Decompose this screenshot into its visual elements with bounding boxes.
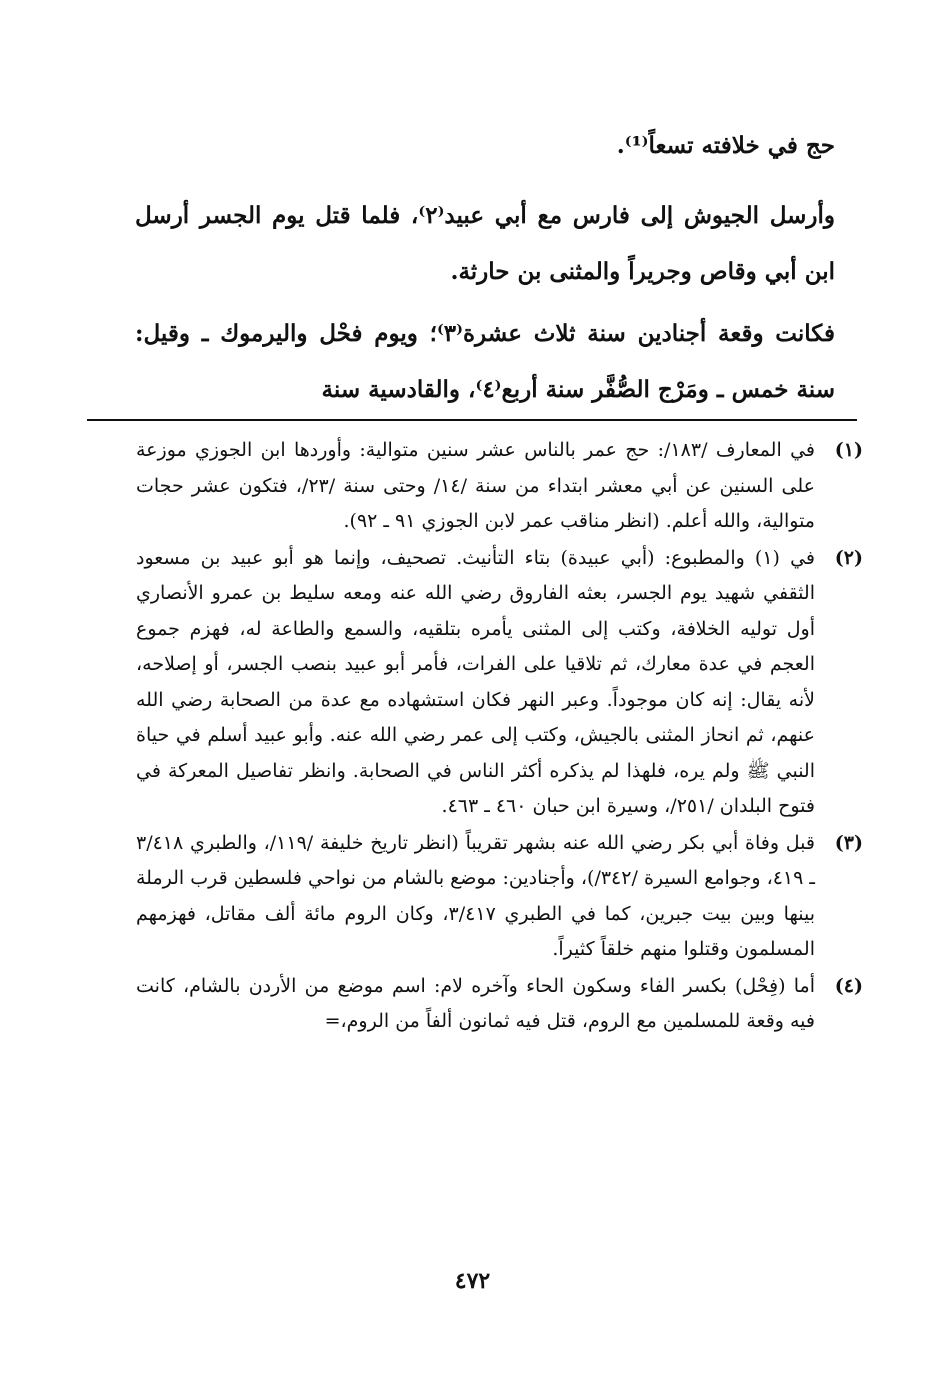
footnote (136, 433, 863, 540)
footnote-number: (١) (834, 439, 863, 461)
footnote-text: قبل وفاة أبي بكر رضي الله عنه بشهر تقريباً (انظر تاريخ خليفة /١١٩/، والطبري ٣/٤١٨ ـ ٤١٩، وجوامع السيرة /٣٤٢/)، وأجنادين: موضع بالشام من نواحي فلسطين قرب الرملة بينها وبين بيت جبرين، كما في الطبري ٣/٤١٧، وكان الروم مائة ألف مقاتل، فهزمهم المسلمون وقتلوا منهم خلقاً كثيراً. (136, 831, 815, 960)
footnote-number: (٢) (834, 546, 863, 569)
footnote-separator (87, 419, 857, 421)
footnotes (136, 433, 863, 1041)
footnote-text: أما (فِحْل) بكسر الفاء وسكون الحاء وآخره لام: اسم موضع من الأردن بالشام، كانت فيه وقعة للمسلمين مع الروم، قتل فيه ثمانون ألفاً من الروم،= (136, 974, 815, 1032)
footnote (136, 969, 863, 1040)
footnote (136, 826, 863, 968)
main-paragraph-3: فكانت وقعة أجنادين سنة ثلاث عشرة⁽٣⁾؛ ويوم فحْل واليرموك ـ وقيل: سنة خمس ـ ومَرْج الصُّفَّر سنة أربع⁽٤⁾، والقادسية سنة (135, 320, 835, 403)
footnote-text: في المعارف /١٨٣/: حج عمر بالناس عشر سنين متوالية: وأوردها ابن الجوزي موزعة على السنين عن أبي معشر ابتداء من سنة /١٤/ وحتى سنة /٢٣/، فتكون عشر حجات متوالية، والله أعلم. (انظر مناقب عمر لابن الجوزي ٩١ ـ ٩٢). (136, 439, 815, 532)
footnote-number: (٤) (834, 974, 863, 997)
footnote (136, 541, 863, 825)
main-line-1: حج في خلافته تسعاً⁽¹⁾. (616, 132, 835, 159)
main-paragraph-2: وأرسل الجيوش إلى فارس مع أبي عبيد⁽٢⁾، فلما قتل يوم الجسر أرسل ابن أبي وقاص وجريراً والمثنى بن حارثة. (135, 202, 835, 285)
footnote-number: (٣) (834, 831, 863, 854)
footnote-text: في (١) والمطبوع: (أبي عبيدة) بتاء التأنيث. تصحيف، وإنما هو أبو عبيد بن مسعود الثقفي شهيد يوم الجسر، بعثه الفاروق رضي الله عنه ومعه سليط بن عمرو الأنصاري أول توليه الخلافة، وكتب إلى المثنى يأمره بتلقيه، والسمع والطاعة له، فهزم جموع العجم في عدة معارك، ثم تلاقيا على الفرات، فأمر أبو عبيد بنصب الجسر، أو إصلاحه، لأنه يقال: إنه كان موجوداً. وعبر النهر فكان استشهاده مع عدة من الصحابة رضي الله عنهم، ثم انحاز المثنى بالجيش، وكتب إلى عمر رضي الله عنه. وأبو عبيد أسلم في حياة النبي ﷺ ولم يره، فلهذا لم يذكره أكثر الناس في الصحابة. وانظر تفاصيل المعركة في فتوح البلدان /٢٥١/، وسيرة ابن حبان ٤٦٠ ـ ٤٦٣. (136, 546, 815, 817)
page-number: ٤٧٢ (454, 1268, 491, 1294)
